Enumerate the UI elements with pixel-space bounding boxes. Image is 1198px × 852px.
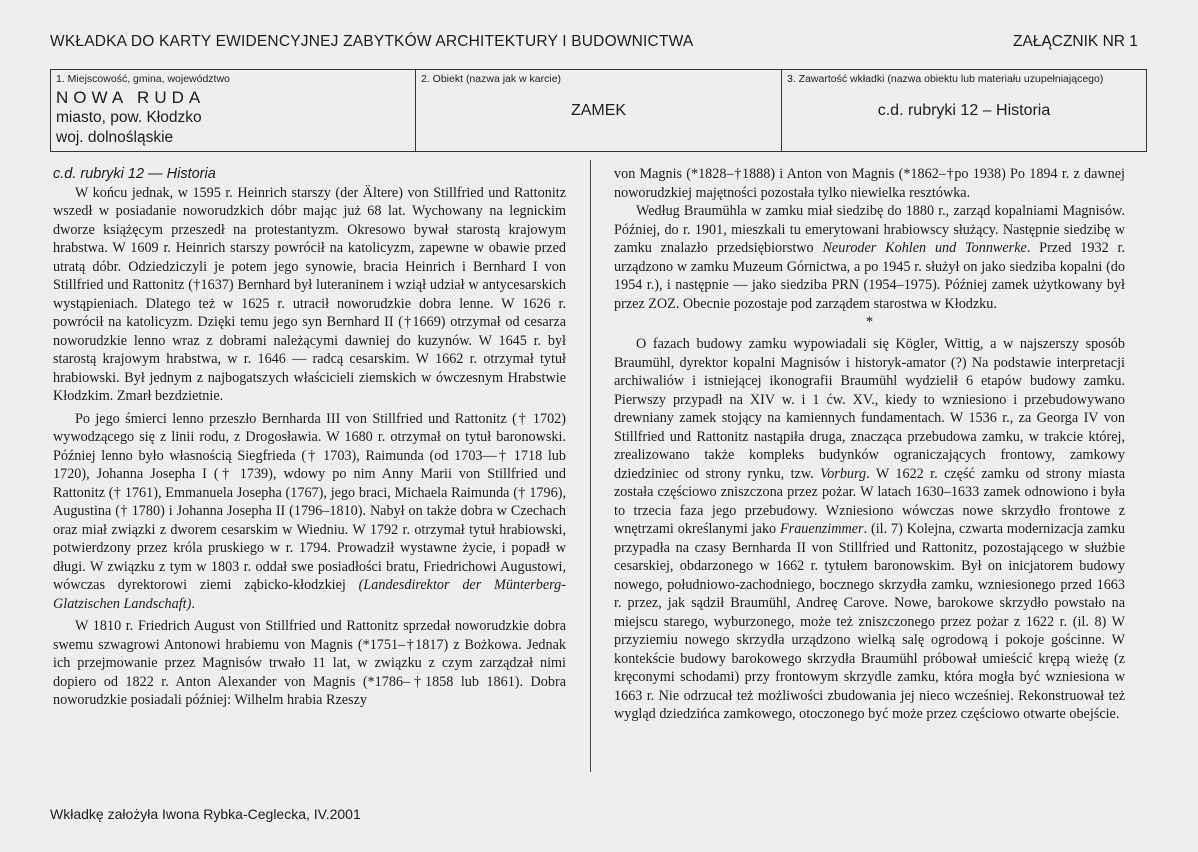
object-caption: 2. Obiekt (nazwa jak w karcie) bbox=[421, 73, 562, 85]
object-value: ZAMEK bbox=[570, 102, 627, 119]
location-district: miasto, pow. Kłodzko bbox=[56, 109, 202, 126]
content-value: c.d. rubryki 12 – Historia bbox=[877, 102, 1051, 119]
attachment-label: ZAŁĄCZNIK NR 1 bbox=[1013, 33, 1138, 50]
paragraph: Według Braumühla w zamku miał siedzibę do 1880 r., zarząd kopalniami Magnisów. Później, do r. 1901, mieszkali tu emerytowani hrabiowscy służący. Następnie siedzibę w zamku znalazło przedsiębiorstwo Neuroder Kohlen und Tonnwerke. Przed 1932 r. urządzono w zamku Muzeum Górnictwa, a po 1945 r. służył on jako siedziba kopalni (do 1954 r.), i następnie — jako siedziba PRN (1954–1975). Później zamek użytkowany był przez ZOZ. Obecnie pozostaje pod zarządem starostwa w Kłodzku. bbox=[614, 203, 1125, 312]
header-fields-table bbox=[50, 69, 1147, 152]
paragraph: W 1810 r. Friedrich August von Stillfried und Rattonitz sprzedał noworudzkie dobra swemu szwagrowi Antonowi hrabiemu von Magnis (*1751–†1817) z Bożkowa. Jednak ich przejmowanie przez Magnisów trwało 11 lat, w związku z czym zarządzał nimi dopiero od 1822 r. Anton Alexander von Magnis (*1786–†1858 lub 1861). Dobra noworudzkie posiadali później: Wilhelm hrabia Rzeszy bbox=[53, 618, 566, 708]
left-column bbox=[53, 165, 566, 710]
object-field bbox=[416, 70, 782, 151]
location-caption: 1. Miejscowość, gmina, województwo bbox=[56, 73, 230, 85]
paragraph: O fazach budowy zamku wypowiadali się Kögler, Wittig, a w najszerszy sposób Braumühl, dyrektor kopalni Magnisów i historyk-amator (?) Na podstawie interpretacji archiwaliów i istniejącej ikonografii Braumühl wydzielił 6 etapów budowy zamku. Pierwszy przypadł na XIV w. i 1 ćw. XV., kiedy to wzniesiono i przebudowywano drewniany zamek stojący na kamiennych fundamentach. W 1536 r., za Georga IV von Stillfried und Rattonitz nastąpiła druga, znacząca przebudowa zamku, w trakcie której, zrealizowano także kompleks budynków ograniczających frontowy, zamkowy dziedziniec od strony rynku, tzw. Vorburg. W 1622 r. część zamku od strony miasta została częściowo zniszczona przez pożar. W latach 1630–1633 zamek odnowiono i była to trzecia faza jego przebudowy. Wzniesiono wówczas nowe skrzydło frontowe z wnętrzami określanymi jako Frauenzimmer. (il. 7) Kolejna, czwarta modernizacja zamku przypadła na czasy Bernharda II von Stillfried und Rattonitz, pozostającego w służbie cesarskiej, obdarzonego w 1662 r. tytułem baronowskim. Był on inicjatorem budowy nowego, południowo-zachodniego, bocznego skrzydła zamku, wzniesionego przed 1663 r. przez, jak sądził Braumühl, Andreę Carove. Nowe, barokowe skrzydło powstało na miejscu starego, wyburzonego, może też zniszczonego przez pożar z 1622 r. (il. 8) W przyziemiu nowego skrzydła urządzono wielką salę ogrodową i pokoje gościnne. W kontekście budowy barokowego skrzydła Braumühl próbował umieścić krępą wieżę (z kręconymi schodami) przy frontowym skrzydle zamku, która mogła być wzniesiona w 1663 r. Nie odrzucał też możliwości zbudowania jej nieco wcześniej. Rekonstruował też wygląd dziedzińca zamkowego, otoczonego być może przez częściowo otwarte obejście. bbox=[614, 336, 1126, 722]
paragraph: W końcu jednak, w 1595 r. Heinrich starszy (der Ältere) von Stillfried und Rattonitz wszedł w posiadanie noworudzkich dóbr mając już 68 lat. Wychowany na legnickim dworze książęcym przeszedł na protestantyzm. Okresowo bywał starostą krajowym hrabstwa. W 1609 r. Heinrich starszy powrócił na katolicyzm, zapewne w obawie przed utratą dóbr. Odziedziczyli je potem jego synowie, bracia Heinrich i Bernhard I von Stillfried und Rattonitz (†1637) Bernhard był luteraninem i wziął udział w antycesarskich wystąpieniach. Dlatego też w 1625 r. utracił noworudzkie dobra lenne. W 1626 r. powrócił na katolicyzm. Dzięki temu jego syn Bernhard II (†1669) otrzymał od cesarza noworudzkie lenno wraz z dobrami należącymi dawniej do kuzynów. W 1645 r. był starostą krajowym hrabstwa, w r. 1646 — radcą cesarskim. W 1662 r. otrzymał tytuł hrabiowski. Był jednym z najbogatszych właścicieli ziemskich w ówczesnym Hrabstwie Kłodzkim. Zmarł bezdzietnie. bbox=[53, 184, 566, 404]
author-note: Wkładkę założyła Iwona Rybka-Ceglecka, IV.2001 bbox=[50, 806, 361, 822]
content-caption: 3. Zawartość wkładki (nazwa obiektu lub materiału uzupełniającego) bbox=[787, 73, 1104, 85]
section-subheading: c.d. rubryki 12 — Historia bbox=[53, 166, 216, 182]
column-divider bbox=[590, 160, 591, 772]
content-field bbox=[782, 70, 1146, 151]
location-field bbox=[51, 70, 416, 151]
location-voivodeship: woj. dolnośląskie bbox=[56, 129, 174, 146]
right-column bbox=[614, 165, 1125, 724]
location-place: NOWA RUDA bbox=[56, 88, 206, 107]
paragraph: Po jego śmierci lenno przeszło Bernharda III von Stillfried und Rattonitz († 1702) wywodzącego się z linii rodu, z Drogosławia. W 1680 r. otrzymał on tytuł baronowski. Później lenno było własnością Siegfrieda († 1703), Raimunda (od 1703—† 1718 lub 1720), Johanna Josepha I († 1739), wdowy po nim Anny Marii von Stillfried und Rattonitz († 1761), Emmanuela Josepha (1767), jego braci, Michaela Raimunda († 1796), Augustina († 1780) i Johanna Josepha II (1796–1810). Nabył on także dobra w Czechach oraz miał związki z dworem cesarskim w Wiedniu. W 1792 r. otrzymał tytuł hrabiowski, potwierdzony przez króla pruskiego w r. 1794. Prowadził wystawne życie, i popadł w długi. W związku z tym w 1803 r. oddał swe posiadłości bratu, Friedrichowi Augustowi, wówczas dyrektorowi ziemi ząbicko-kłodzkiej (Landesdirektor der Münterberg-Glatzischen Landschaft). bbox=[53, 410, 566, 612]
section-separator: * bbox=[865, 314, 874, 330]
document-title: WKŁADKA DO KARTY EWIDENCYJNEJ ZABYTKÓW ARCHITEKTURY I BUDOWNICTWA bbox=[50, 33, 694, 50]
paragraph: von Magnis (*1828–†1888) i Anton von Magnis (*1862–†po 1938) Po 1894 r. z dawnej noworudzkiej majętności pozostała tylko niewielka resztówka. bbox=[614, 166, 1125, 201]
